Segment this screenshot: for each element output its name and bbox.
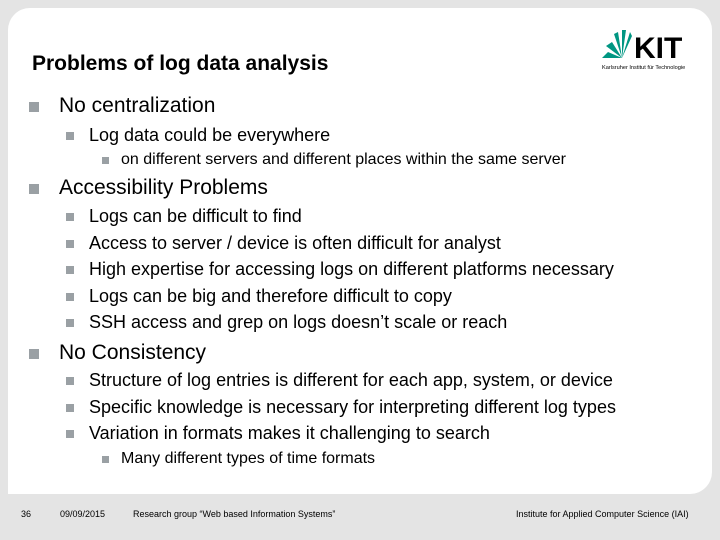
square-bullet-icon <box>29 184 39 194</box>
square-bullet-icon <box>66 319 74 327</box>
footer-institute: Institute for Applied Computer Science (IAI) <box>516 509 689 519</box>
kit-logo-text: KIT <box>634 32 683 65</box>
bullet-ssh-grep: SSH access and grep on logs doesn’t scale or reach <box>89 312 507 333</box>
bullet-logs-difficult-to-find: Logs can be difficult to find <box>89 206 302 227</box>
footer-research-group: Research group “Web based Information Systems” <box>133 509 336 519</box>
bullet-logs-big: Logs can be big and therefore difficult to copy <box>89 286 452 307</box>
footer-page-number: 36 <box>21 509 32 519</box>
square-bullet-icon <box>66 377 74 385</box>
square-bullet-icon <box>66 240 74 248</box>
square-bullet-icon <box>66 266 74 274</box>
square-bullet-icon <box>102 157 109 164</box>
footer-date: 09/09/2015 <box>60 509 106 519</box>
square-bullet-icon <box>102 456 109 463</box>
bullet-specific-knowledge: Specific knowledge is necessary for interpreting different log types <box>89 397 616 418</box>
square-bullet-icon <box>29 349 39 359</box>
bullet-variation-formats: Variation in formats makes it challenging to search <box>89 423 490 444</box>
square-bullet-icon <box>29 102 39 112</box>
bullet-log-data-everywhere: Log data could be everywhere <box>89 125 330 146</box>
square-bullet-icon <box>66 404 74 412</box>
square-bullet-icon <box>66 132 74 140</box>
bullet-access-to-server: Access to server / device is often difficult for analyst <box>89 233 501 254</box>
bullet-no-consistency: No Consistency <box>59 341 206 365</box>
kit-logo-rays-icon <box>602 30 632 58</box>
kit-logo <box>600 26 696 76</box>
square-bullet-icon <box>66 213 74 221</box>
bullet-high-expertise: High expertise for accessing logs on different platforms necessary <box>89 259 614 280</box>
bullet-accessibility-problems: Accessibility Problems <box>59 176 268 200</box>
bullet-structure-different: Structure of log entries is different for each app, system, or device <box>89 370 613 391</box>
bullet-no-centralization: No centralization <box>59 94 215 118</box>
slide <box>8 8 712 494</box>
bullet-time-formats: Many different types of time formats <box>121 450 375 468</box>
slide-title: Problems of log data analysis <box>32 52 329 75</box>
bullet-different-servers: on different servers and different places within the same server <box>121 151 566 169</box>
square-bullet-icon <box>66 293 74 301</box>
square-bullet-icon <box>66 430 74 438</box>
kit-logo-subtitle: Karlsruher Institut für Technologie <box>602 65 686 71</box>
